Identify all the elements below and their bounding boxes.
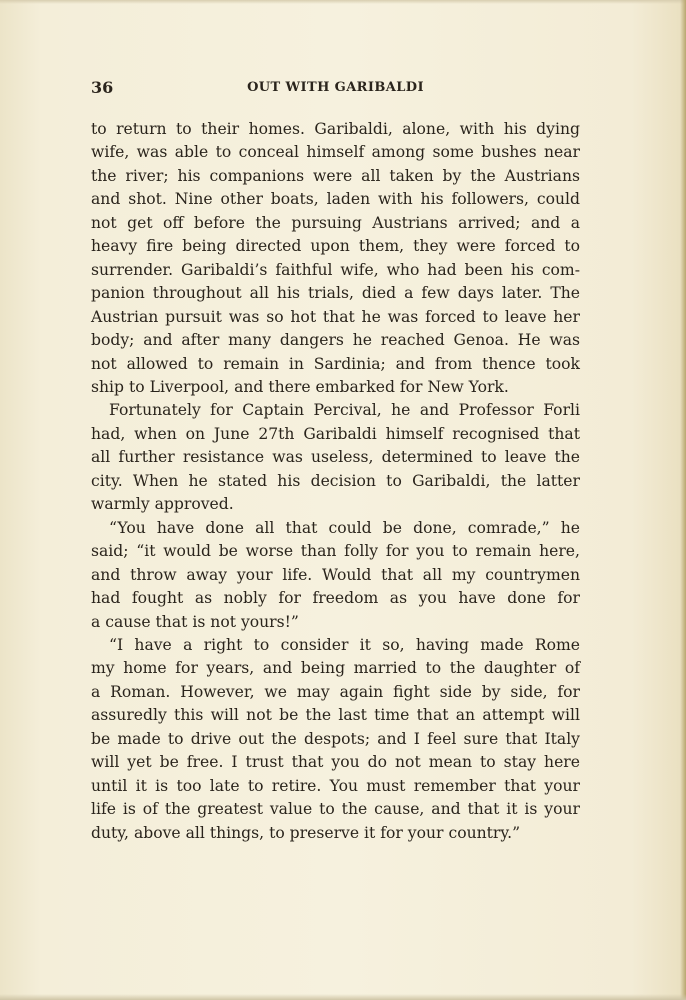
text-line: said; “it would be worse than folly for you to remain here, (91, 542, 580, 561)
paragraph (91, 118, 580, 399)
page-number: 36 (91, 78, 114, 97)
text-line: not get off before the pursuing Austrians arrived; and a (91, 213, 580, 232)
text-line: life is of the greatest value to the cause, and that it is your (91, 800, 580, 819)
text-line: the river; his companions were all taken by the Austrians (91, 166, 580, 185)
text-line: wife, was able to conceal himself among some bushes near (91, 143, 580, 162)
text-line: surrender. Garibaldi’s faithful wife, who had been his com- (91, 260, 580, 279)
text-line: “I have a right to consider it so, having made Rome (109, 635, 580, 654)
text-line: assuredly this will not be the last time that an attempt will (91, 706, 580, 725)
text-line: panion throughout all his trials, died a few days later. The (91, 284, 580, 303)
page-top-edge (0, 0, 686, 4)
text-line: Austrian pursuit was so hot that he was forced to leave her (91, 307, 580, 326)
paragraph (91, 517, 580, 634)
text-line: and throw away your life. Would that all my countrymen (91, 565, 580, 584)
page-header (91, 78, 580, 98)
text-line: a cause that is not yours!” (91, 612, 299, 631)
text-line: ship to Liverpool, and there embarked for New York. (91, 377, 509, 396)
text-line: my home for years, and being married to the daughter of (91, 659, 580, 678)
text-line: body; and after many dangers he reached Genoa. He was (91, 331, 580, 350)
body-text (91, 118, 580, 845)
page-right-edge (680, 0, 686, 1000)
text-line: be made to drive out the despots; and I feel sure that Italy (91, 729, 580, 748)
text-line: to return to their homes. Garibaldi, alone, with his dying (91, 120, 580, 138)
text-line: warmly approved. (91, 495, 234, 514)
paragraph (91, 634, 580, 845)
text-line: heavy fire being directed upon them, they were forced to (91, 237, 580, 256)
running-title: OUT WITH GARIBALDI (247, 80, 424, 95)
paragraph (91, 399, 580, 516)
text-line: not allowed to remain in Sardinia; and from thence took (91, 354, 580, 373)
text-line: “You have done all that could be done, comrade,” he (109, 518, 580, 537)
text-line: duty, above all things, to preserve it for your country.” (91, 823, 521, 842)
text-line: had fought as nobly for freedom as you have done for (91, 589, 580, 608)
text-line: and shot. Nine other boats, laden with his followers, could (91, 190, 580, 209)
text-line: will yet be free. I trust that you do not mean to stay here (91, 753, 580, 772)
page-bottom-edge (0, 994, 686, 1000)
text-line: city. When he stated his decision to Garibaldi, the latter (91, 471, 580, 490)
text-line: until it is too late to retire. You must remember that your (91, 776, 580, 795)
text-line: had, when on June 27th Garibaldi himself recognised that (91, 424, 580, 443)
text-line: all further resistance was useless, determined to leave the (91, 448, 580, 467)
text-line: a Roman. However, we may again fight side by side, for (91, 682, 580, 701)
text-line: Fortunately for Captain Percival, he and Professor Forli (109, 401, 580, 420)
